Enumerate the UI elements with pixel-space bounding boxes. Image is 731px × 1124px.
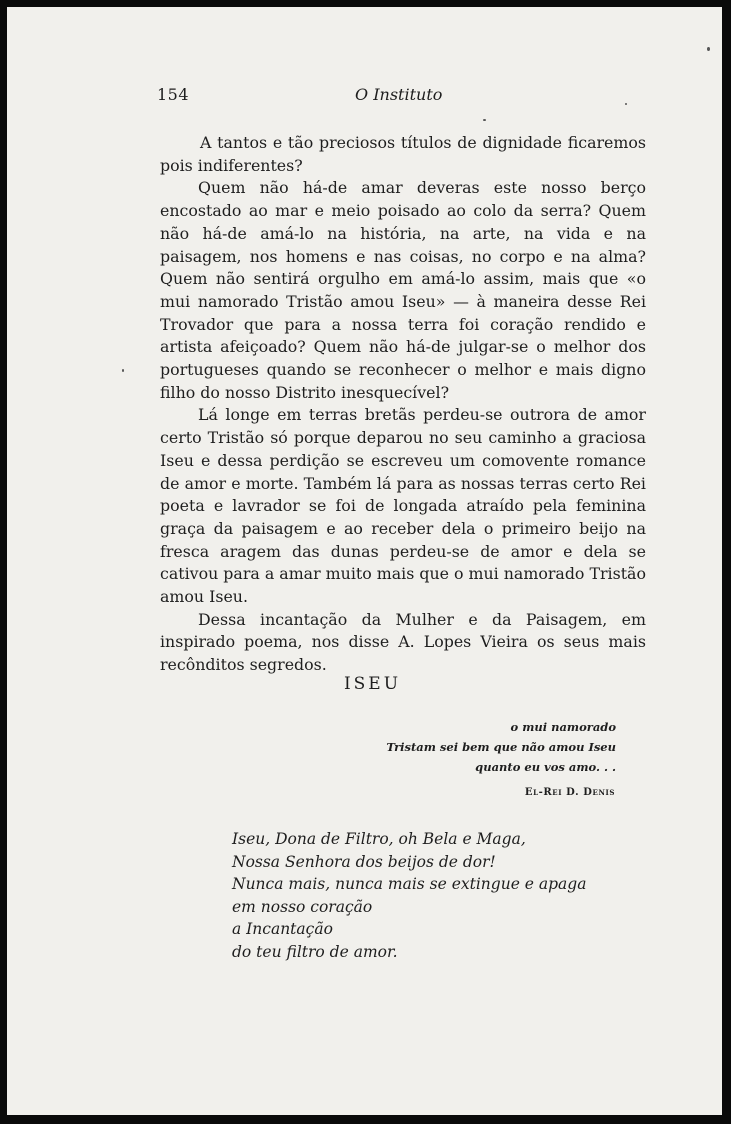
epigraph-line: quanto eu vos amo. . . [475, 760, 616, 774]
epigraph-line: Tristam sei bem que não amou Iseu [386, 740, 616, 754]
epigraph-line: o mui namorado [510, 720, 616, 734]
paragraph: Quem não há-de amar deveras este nosso berço encostado ao mar e meio poisado ao colo da serra? Quem não há-de amá-lo na história, na arte, na vida e na paisagem, nos homens e nas coisas, no corpo e na alma? Quem não sentirá orgulho em amá-lo assim, mais que «o mui namorado Tristão amou Iseu» — à maneira desse Rei Trovador que para a nossa terra foi coração rendido e artista afeiçoado? Quem não há-de julgar-se o melhor dos portugueses quando se reconhecer o melhor e mais digno filho do nosso Distrito inesquecível? [160, 178, 646, 402]
book-page [7, 7, 722, 1115]
paper-speck [707, 47, 710, 51]
poem-title: ISEU [343, 674, 402, 694]
verse-line: em nosso coração [232, 897, 373, 916]
verse-line: do teu filtro de amor. [232, 942, 398, 961]
verse-line: Iseu, Dona de Filtro, oh Bela e Maga, [232, 830, 526, 848]
epigraph-attribution: El-Rei D. Denis [524, 787, 615, 798]
paper-speck [625, 103, 627, 105]
paragraph: Dessa incantação da Mulher e da Paisagem, em inspirado poema, nos disse A. Lopes Vieira os seus mais recônditos segredos. [160, 609, 646, 675]
paragraph: Lá longe em terras bretãs perdeu-se outrora de amor certo Tristão só porque deparou no seu caminho a graciosa Iseu e dessa perdição se escreveu um comovente romance de amor e morte. Também lá para as nossas terras certo Rei poeta e lavrador se foi de longada atraído pela feminina graça da paisagem e ao receber dela o primeiro beijo na fresca aragem das dunas perdeu-se de amor e dela se cativou para a amar muito mais que o mui namorado Tristão amou Iseu. [160, 405, 646, 607]
paragraph: A tantos e tão preciosos títulos de dignidade ficaremos pois indiferentes? [160, 133, 646, 175]
page-number: 154 [157, 85, 190, 104]
epigraph [316, 717, 616, 777]
poem-verses [232, 828, 632, 963]
verse-line: Nunca mais, nunca mais se extingue e apaga [232, 875, 587, 893]
paper-speck [122, 369, 124, 372]
running-title: O Instituto [355, 85, 443, 104]
verse-line: a Incantação [232, 920, 333, 938]
paper-speck [483, 119, 486, 121]
page-header [7, 85, 722, 107]
verse-line: Nossa Senhora dos beijos de dor! [232, 852, 496, 871]
body-text [160, 132, 646, 677]
